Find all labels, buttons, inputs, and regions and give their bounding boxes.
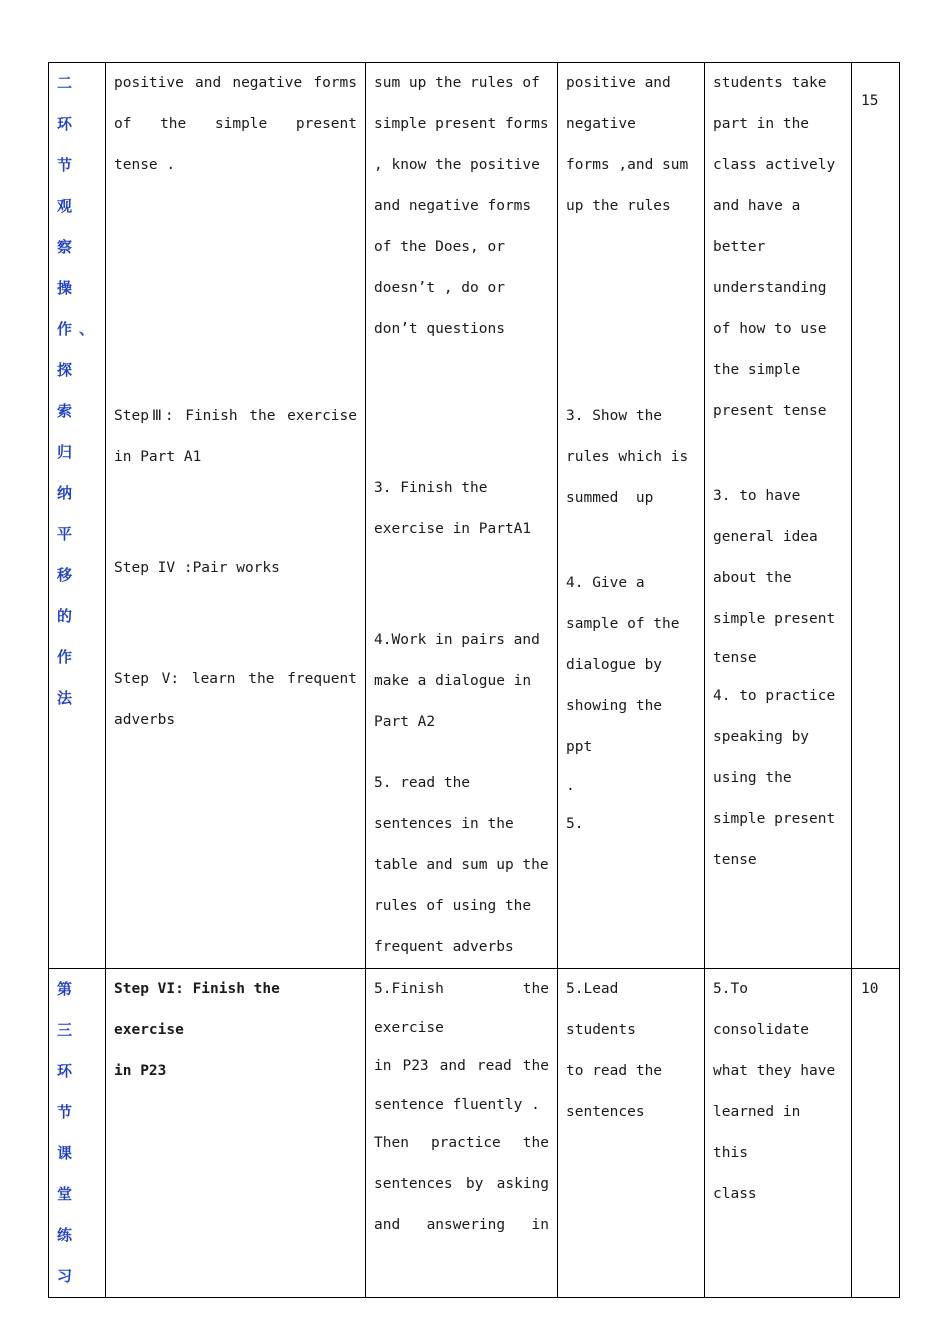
purpose-line: consolidate <box>713 1022 810 1038</box>
teacher-line: sentences <box>566 1104 645 1120</box>
student-line: and negative forms <box>374 198 532 214</box>
purpose-line: tense <box>713 852 757 868</box>
purpose-line: simple present <box>713 811 836 827</box>
table-row-stage-2 <box>49 63 900 969</box>
student-line: and answering in <box>374 1217 549 1233</box>
steps-line: in Part A1 <box>114 449 202 465</box>
student-line: rules of using the <box>374 898 532 914</box>
purpose-line: part in the <box>713 116 810 132</box>
teacher-activity-cell <box>558 969 705 1298</box>
design-purpose-cell <box>705 63 852 969</box>
teacher-line: 5. <box>566 816 584 832</box>
purpose-line: general idea <box>713 529 818 545</box>
purpose-line: class actively <box>713 157 836 173</box>
purpose-line: 3. to have <box>713 488 801 504</box>
table-row-stage-3 <box>49 969 900 1298</box>
steps-line: Step IV :Pair works <box>114 560 280 576</box>
student-line: 5.Finish the <box>374 981 549 997</box>
teaching-steps-cell <box>106 969 366 1298</box>
purpose-line: simple present <box>713 611 836 627</box>
purpose-line: understanding <box>713 280 827 296</box>
student-line: don’t questions <box>374 321 505 337</box>
time-cell <box>852 969 900 1298</box>
student-line: sum up the rules of <box>374 75 540 91</box>
spacer <box>114 186 357 396</box>
steps-line: in P23 <box>114 1063 167 1079</box>
purpose-line: and have a <box>713 198 801 214</box>
purpose-line: 4. to practice <box>713 688 836 704</box>
student-line: , know the positive <box>374 157 540 173</box>
purpose-line: class <box>713 1186 757 1202</box>
student-line: in P23 and read the <box>374 1058 549 1074</box>
student-line: simple present forms <box>374 116 549 132</box>
teacher-line: positive and <box>566 75 671 91</box>
student-line: exercise <box>374 1020 444 1036</box>
teacher-activity-cell <box>558 63 705 969</box>
student-line: sentence fluently . <box>374 1097 540 1113</box>
stage-label: 第三环节课堂练习 <box>57 980 80 1285</box>
purpose-line: 5.To <box>713 981 748 997</box>
purpose-line: better <box>713 239 766 255</box>
purpose-line: what they have <box>713 1063 836 1079</box>
stage-cell <box>49 969 106 1298</box>
teacher-line: up the rules <box>566 198 671 214</box>
steps-line: adverbs <box>114 712 176 728</box>
teacher-line: . <box>566 778 575 794</box>
student-line: doesn’t , do or <box>374 280 505 296</box>
student-line: sentences in the <box>374 816 514 832</box>
teacher-line: forms ,and sum <box>566 157 689 173</box>
time-value: 10 <box>861 981 879 997</box>
teacher-line: negative <box>566 116 636 132</box>
purpose-line: tense <box>713 650 757 666</box>
purpose-line: learned in this <box>713 1104 810 1161</box>
spacer <box>114 478 357 548</box>
student-line: Part A2 <box>374 714 436 730</box>
time-value: 15 <box>861 93 879 109</box>
spacer <box>374 350 549 468</box>
steps-line: tense . <box>114 157 176 173</box>
steps-line: StepⅢ: Finish the exercise <box>114 408 357 424</box>
student-activity-cell <box>366 63 558 969</box>
steps-line: Step VI: Finish the exercise <box>114 981 289 1038</box>
student-line: frequent adverbs <box>374 939 514 955</box>
teaching-steps-cell <box>106 63 366 969</box>
teacher-line: sample of the <box>566 616 680 632</box>
steps-line: positive and negative forms <box>114 75 357 91</box>
teacher-line: 3. Show the <box>566 408 663 424</box>
steps-line: Step V: learn the frequent <box>114 671 357 687</box>
purpose-line: using the <box>713 770 792 786</box>
purpose-line: present tense <box>713 403 827 419</box>
steps-line: of the simple present <box>114 116 357 132</box>
teacher-line: showing the ppt <box>566 698 671 755</box>
teacher-line: 4. Give a <box>566 575 645 591</box>
purpose-line: students take <box>713 75 827 91</box>
spacer <box>374 550 549 620</box>
student-line: table and sum up the <box>374 857 549 873</box>
stage-label: 二环节观察操作、探索归纳平移的作法 <box>57 74 102 707</box>
purpose-line: about the <box>713 570 792 586</box>
teacher-line: to read the <box>566 1063 663 1079</box>
student-line: 3. Finish the <box>374 480 488 496</box>
spacer <box>374 743 549 763</box>
stage-cell <box>49 63 106 969</box>
student-line: sentences by asking <box>374 1176 549 1192</box>
spacer <box>114 589 357 659</box>
student-activity-cell <box>366 969 558 1298</box>
purpose-line: of how to use <box>713 321 827 337</box>
student-line: exercise in PartA1 <box>374 521 532 537</box>
spacer <box>566 519 696 563</box>
time-cell <box>852 63 900 969</box>
design-purpose-cell <box>705 969 852 1298</box>
teacher-line: dialogue by <box>566 657 663 673</box>
student-line: 4.Work in pairs and <box>374 632 540 648</box>
spacer <box>713 432 843 476</box>
spacer <box>566 227 696 396</box>
teacher-line: rules which is <box>566 449 689 465</box>
student-line: 5. read the <box>374 775 471 791</box>
student-line: Then practice the <box>374 1135 549 1151</box>
purpose-line: speaking by <box>713 729 810 745</box>
teacher-line: summed up <box>566 490 654 506</box>
lesson-plan-table <box>48 62 900 1298</box>
student-line: make a dialogue in <box>374 673 532 689</box>
teacher-line: 5.Lead students <box>566 981 636 1038</box>
purpose-line: the simple <box>713 362 801 378</box>
student-line: of the Does, or <box>374 239 505 255</box>
